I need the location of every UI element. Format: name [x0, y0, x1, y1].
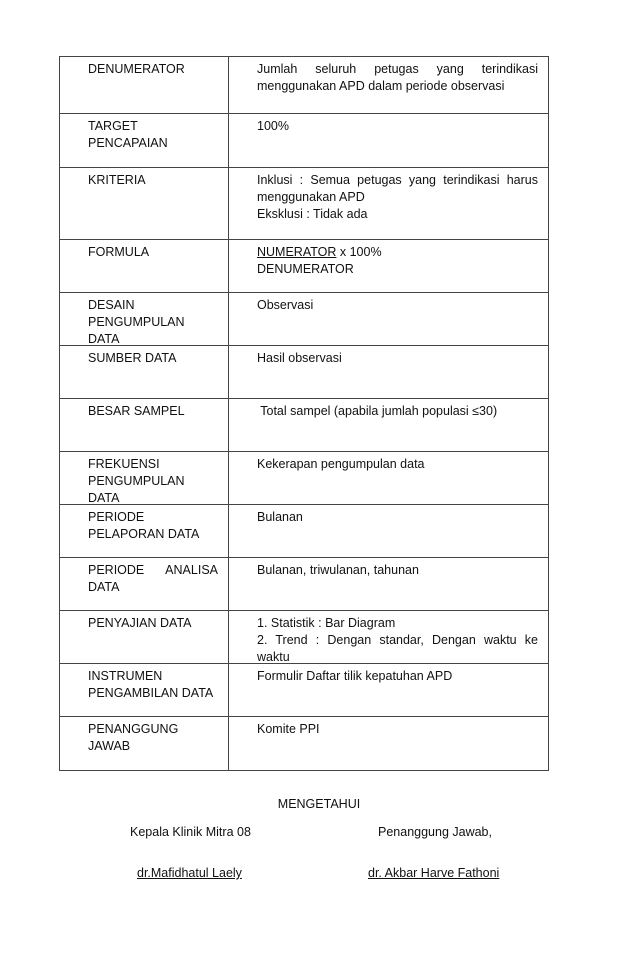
table-row: [60, 399, 548, 452]
value-line: Total sampel (apabila jumlah populasi ≤30): [257, 404, 498, 418]
table-row: [60, 114, 548, 168]
row-label: PERIODE PELAPORAN DATA: [60, 505, 229, 557]
signatory-right-name: dr. Akbar Harve Fathoni: [368, 866, 500, 880]
value-line: 100%: [257, 119, 289, 133]
row-label: TARGET PENCAPAIAN: [60, 114, 229, 167]
value-line: Bulanan: [257, 510, 303, 524]
value-line: Kekerapan pengumpulan data: [257, 457, 425, 471]
value-line: Hasil observasi: [257, 351, 342, 365]
table-row: [60, 611, 548, 664]
row-value: [229, 664, 548, 716]
row-label: BESAR SAMPEL: [60, 399, 229, 451]
row-label: PERIODE ANALISA DATA: [60, 558, 229, 610]
row-label: FORMULA: [60, 240, 229, 292]
table-row: [60, 240, 548, 293]
row-value: [229, 505, 548, 557]
row-value: [229, 346, 548, 398]
row-label: SUMBER DATA: [60, 346, 229, 398]
row-label: PENANGGUNG JAWAB: [60, 717, 229, 770]
row-label: PENYAJIAN DATA: [60, 611, 229, 663]
row-value: [229, 452, 548, 504]
indicator-table: [59, 56, 549, 771]
value-line: Observasi: [257, 298, 314, 312]
table-row: [60, 717, 548, 771]
formula-denominator: DENUMERATOR: [257, 262, 354, 276]
table-row: [60, 168, 548, 240]
row-value: [229, 240, 548, 292]
signatory-left-name: dr.Mafidhatul Laely: [137, 866, 242, 880]
value-line: Jumlah seluruh petugas yang terindikasi menggunakan APD dalam periode observasi: [257, 62, 538, 93]
row-value: [229, 399, 548, 451]
formula-numerator: NUMERATOR: [257, 245, 337, 259]
row-value: [229, 57, 548, 113]
table-row: [60, 57, 548, 114]
table-row: [60, 293, 548, 346]
mengetahui-heading: MENGETAHUI: [277, 797, 361, 811]
formula-multiplier: x 100%: [336, 245, 382, 259]
table-row: [60, 558, 548, 611]
row-label: INSTRUMEN PENGAMBILAN DATA: [60, 664, 229, 716]
value-line: Formulir Daftar tilik kepatuhan APD: [257, 669, 453, 683]
row-value: [229, 611, 548, 663]
row-value: [229, 717, 548, 770]
table-row: [60, 505, 548, 558]
row-label: KRITERIA: [60, 168, 229, 239]
row-label: DESAIN PENGUMPULAN DATA: [60, 293, 229, 345]
value-line: Inklusi : Semua petugas yang terindikasi harus menggunakan APD: [257, 173, 538, 204]
row-value: [229, 293, 548, 345]
table-row: [60, 346, 548, 399]
row-value: [229, 168, 548, 239]
value-line: 2. Trend : Dengan standar, Dengan waktu ke waktu: [257, 633, 538, 664]
signatory-right-title: Penanggung Jawab,: [378, 825, 492, 839]
row-label: FREKUENSI PENGUMPULAN DATA: [60, 452, 229, 504]
value-line: Komite PPI: [257, 722, 320, 736]
signatory-left-title: Kepala Klinik Mitra 08: [130, 825, 251, 839]
table-row: [60, 452, 548, 505]
row-value: [229, 558, 548, 610]
formula-line: [257, 244, 538, 261]
value-line: Eksklusi : Tidak ada: [257, 207, 368, 221]
value-line: Bulanan, triwulanan, tahunan: [257, 563, 419, 577]
row-label: DENUMERATOR: [60, 57, 229, 113]
row-value: [229, 114, 548, 167]
table-row: [60, 664, 548, 717]
value-line: 1. Statistik : Bar Diagram: [257, 616, 396, 630]
